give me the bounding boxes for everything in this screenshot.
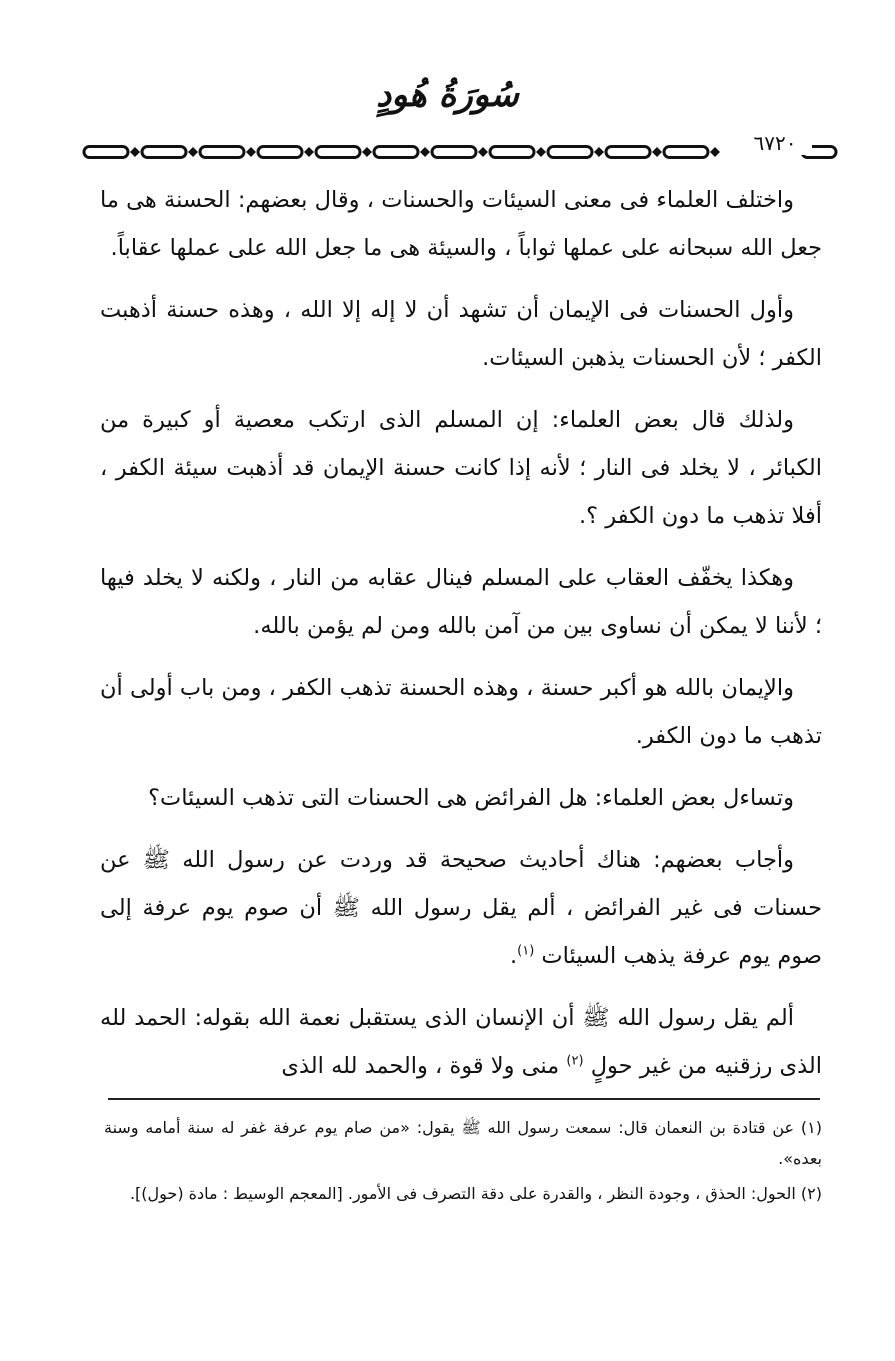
paragraph-text: منى ولا قوة ، والحمد لله الذى [281,1053,560,1079]
page-number: ٦٧٢٠ [738,131,812,155]
main-text [100,176,822,1104]
paragraph [100,836,822,980]
footnote-marker: (٢) [566,1053,584,1069]
footnotes [104,1112,822,1213]
paragraph: وأول الحسنات فى الإيمان أن تشهد أن لا إله إلا الله ، وهذه حسنة أذهبت الكفر ؛ لأن الحسنات يذهبن السيئات. [100,297,822,371]
paragraph: واختلف العلماء فى معنى السيئات والحسنات ، وقال بعضهم: الحسنة هى ما جعل الله سبحانه على عملها ثواباً ، والسيئة هى ما جعل الله على عملها عقاباً. [100,187,822,261]
paragraph: والإيمان بالله هو أكبر حسنة ، وهذه الحسنة تذهب الكفر ، ومن باب أولى أن تذهب ما دون الكفر. [100,675,822,749]
paragraph: ولذلك قال بعض العلماء: إن المسلم الذى ارتكب معصية أو كبيرة من الكبائر ، لا يخلد فى النار ؛ لأنه إذا كانت حسنة الإيمان قد أذهبت سيئة الكفر ، أفلا تذهب ما دون الكفر ؟. [100,407,822,529]
footnote: (٢) الحول: الحذق ، وجودة النظر ، والقدرة على دقة التصرف فى الأمور. [المعجم الوسيط : مادة (حول)]. [129,1184,822,1203]
paragraph-end: . [509,943,518,969]
footnote: (١) عن قتادة بن النعمان قال: سمعت رسول الله ﷺ يقول: «من صام يوم عرفة غفر له سنة أمامه وسنة بعده». [104,1118,822,1168]
paragraph-text: وأجاب بعضهم: هناك أحاديث صحيحة قد وردت عن رسول الله ﷺ عن حسنات فى غير الفرائض ، ألم يقل رسول الله ﷺ أن صوم يوم عرفة إلى صوم يوم عرفة يذهب السيئات [100,847,822,969]
surah-title: سُورَةُ هُودٍ [376,75,519,115]
paragraph-text: ألم يقل رسول الله ﷺ أن الإنسان الذى يستقبل نعمة الله بقوله: الحمد لله الذى رزقنيه من غير حولٍ [100,1005,822,1079]
footnote-divider [108,1098,820,1100]
ornamental-border [80,140,840,164]
paragraph: وتساءل بعض العلماء: هل الفرائض هى الحسنات التى تذهب السيئات؟ [148,785,794,811]
paragraph: وهكذا يخفّف العقاب على المسلم فينال عقابه من النار ، ولكنه لا يخلد فيها ؛ لأننا لا يمكن أن نساوى بين من آمن بالله ومن لم يؤمن بالله. [100,565,822,639]
footnote-marker: (١) [517,943,535,959]
paragraph [100,994,822,1090]
ornament-chain-icon [80,140,840,164]
